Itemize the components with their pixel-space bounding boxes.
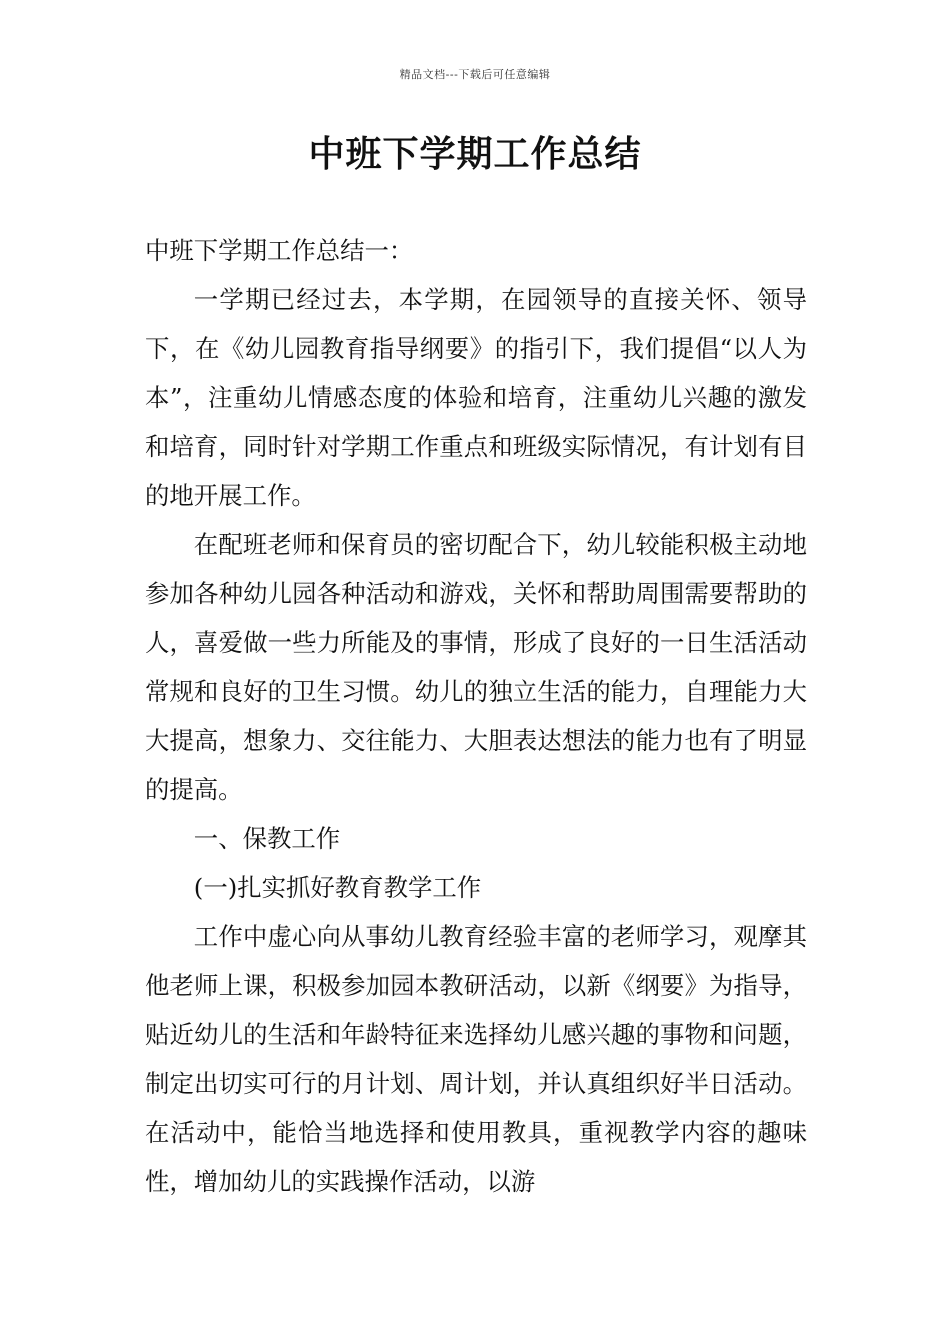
document-body <box>145 226 807 1206</box>
paragraph: 在配班老师和保育员的密切配合下，幼儿较能积极主动地参加各种幼儿园各种活动和游戏，关怀和帮助周围需要帮助的人，喜爱做一些力所能及的事情，形成了良好的一日生活活动常规和良好的卫生习惯。幼儿的独立生活的能力，自理能力大大提高，想象力、交往能力、大胆表达想法的能力也有了明显的提高。 <box>145 530 807 804</box>
section-heading: 中班下学期工作总结一： <box>145 236 414 265</box>
paragraph: 工作中虚心向从事幼儿教育经验丰富的老师学习，观摩其他老师上课，积极参加园本教研活动，以新《纲要》为指导，贴近幼儿的生活和年龄特征来选择幼儿感兴趣的事物和问题，制定出切实可行的月计划、周计划，并认真组织好半日活动。在活动中，能恰当地选择和使用教具，重视教学内容的趣味性，增加幼儿的实践操作活动，以游 <box>145 922 807 1196</box>
document-title: 中班下学期工作总结 <box>308 134 642 175</box>
header-note: 精品文档---下载后可任意编辑 <box>399 68 551 81</box>
subsection-heading: (一)扎实抓好教育教学工作 <box>193 873 482 902</box>
paragraph: 一学期已经过去，本学期，在园领导的直接关怀、领导下，在《幼儿园教育指导纲要》的指引下，我们提倡“以人为本”，注重幼儿情感态度的体验和培育，注重幼儿兴趣的激发和培育，同时针对学期工作重点和班级实际情况，有计划有目的地开展工作。 <box>145 285 807 510</box>
section-heading: 一、保教工作 <box>193 824 341 853</box>
